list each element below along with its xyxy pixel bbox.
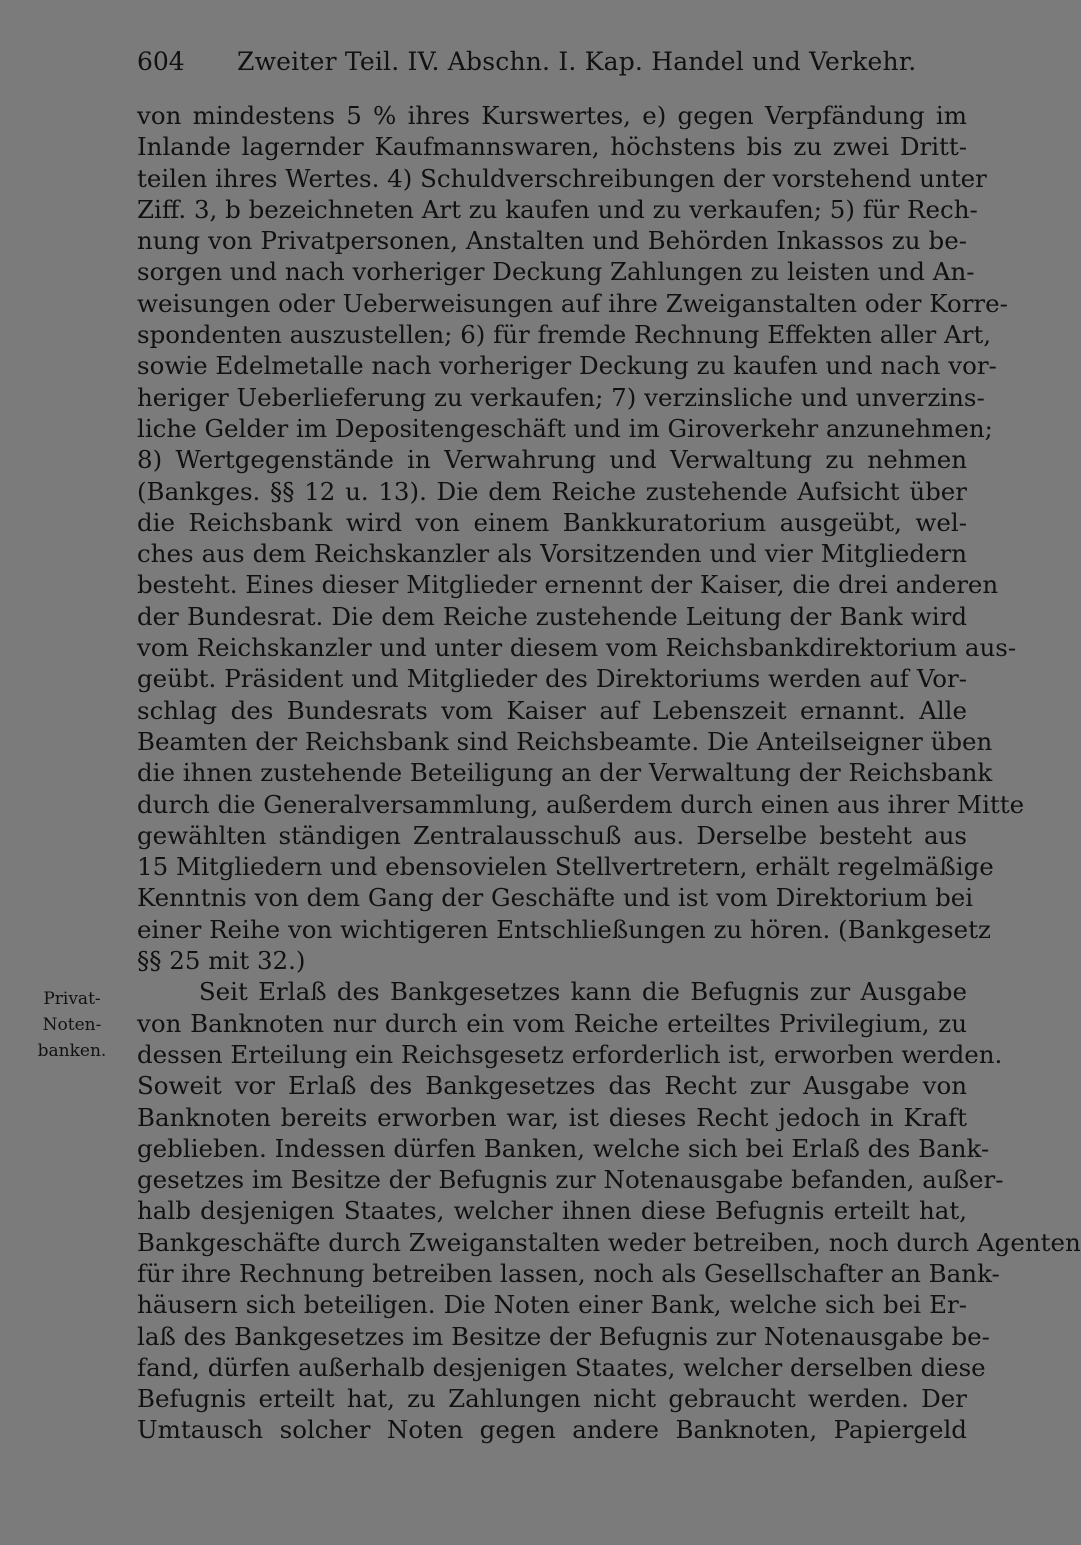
text-line: Beamten der Reichsbank sind Reichsbeamte. Die Anteilseigner üben: [137, 726, 993, 756]
text-line: Seit Erlaß des Bankgesetzes kann die Befugnis zur Ausgabe: [137, 977, 967, 1007]
margin-note-line: Noten-: [42, 1015, 102, 1035]
text-line: ches aus dem Reichskanzler als Vorsitzenden und vier Mitgliedern: [137, 539, 967, 569]
text-line: gesetzes im Besitze der Befugnis zur Notenausgabe befanden, außer-: [137, 1165, 1004, 1195]
text-line: 8) Wertgegenstände in Verwahrung und Verwaltung zu nehmen: [137, 445, 967, 475]
page-header: [137, 42, 967, 82]
text-line: §§ 25 mit 32.): [137, 946, 306, 976]
text-line: heriger Ueberlieferung zu verkaufen; 7) verzinsliche und unverzins-: [137, 382, 985, 412]
text-line: fand, dürfen außerhalb desjenigen Staates, welcher derselben diese: [137, 1352, 986, 1382]
text-line: von Banknoten nur durch ein vom Reiche erteiltes Privilegium, zu: [137, 1008, 967, 1038]
text-line: Soweit vor Erlaß des Bankgesetzes das Recht zur Ausgabe von: [137, 1071, 967, 1101]
text-line: vom Reichskanzler und unter diesem vom Reichsbankdirektorium aus-: [137, 633, 1017, 663]
text-line: geübt. Präsident und Mitglieder des Direktoriums werden auf Vor-: [137, 664, 967, 694]
margin-note-line: banken.: [37, 1041, 107, 1061]
text-line: durch die Generalversammlung, außerdem durch einen aus ihrer Mitte: [137, 789, 1025, 819]
text-line: für ihre Rechnung betreiben lassen, noch als Gesellschafter an Bank-: [137, 1258, 1000, 1288]
text-line: einer Reihe von wichtigeren Entschließungen zu hören. (Bankgesetz: [137, 914, 991, 944]
text-line: sorgen und nach vorheriger Deckung Zahlungen zu leisten und An-: [137, 257, 975, 287]
text-line: halb desjenigen Staates, welcher ihnen diese Befugnis erteilt hat,: [137, 1196, 967, 1226]
text-line: spondenten auszustellen; 6) für fremde Rechnung Effekten aller Art,: [137, 320, 992, 350]
text-line: (Bankges. §§ 12 u. 13). Die dem Reiche zustehende Aufsicht über: [137, 476, 967, 506]
body-text: [137, 100, 1081, 1446]
text-line: weisungen oder Ueberweisungen auf ihre Zweiganstalten oder Korre-: [137, 288, 1008, 318]
text-line: Bankgeschäfte durch Zweiganstalten weder betreiben, noch durch Agenten: [137, 1227, 1081, 1257]
text-line: Ziff. 3, b bezeichneten Art zu kaufen und zu verkaufen; 5) für Rech-: [137, 194, 978, 224]
text-line: der Bundesrat. Die dem Reiche zustehende Leitung der Bank wird: [137, 601, 967, 631]
margin-note-line: Privat-: [43, 989, 101, 1009]
text-line: Befugnis erteilt hat, zu Zahlungen nicht gebraucht werden. Der: [137, 1384, 967, 1414]
text-line: besteht. Eines dieser Mitglieder ernennt der Kaiser, die drei anderen: [137, 570, 999, 600]
text-line: Inlande lagernder Kaufmannswaren, höchstens bis zu zwei Dritt-: [137, 132, 967, 162]
text-line: schlag des Bundesrats vom Kaiser auf Lebenszeit ernannt. Alle: [137, 695, 967, 725]
text-line: liche Gelder im Depositengeschäft und im Giroverkehr anzunehmen;: [137, 413, 993, 443]
text-line: sowie Edelmetalle nach vorheriger Deckung zu kaufen und nach vor-: [137, 351, 997, 381]
text-line: die ihnen zustehende Beteiligung an der Verwaltung der Reichsbank: [137, 758, 993, 788]
running-head: Zweiter Teil. IV. Abschn. I. Kap. Handel und Verkehr.: [237, 47, 917, 76]
text-line: geblieben. Indessen dürfen Banken, welche sich bei Erlaß des Bank-: [137, 1133, 990, 1163]
text-line: Kenntnis von dem Gang der Geschäfte und ist vom Direktorium bei: [137, 883, 974, 913]
text-line: von mindestens 5 % ihres Kurswertes, e) gegen Verpfändung im: [137, 101, 967, 130]
text-line: die Reichsbank wird von einem Bankkuratorium ausgeübt, wel-: [137, 507, 967, 537]
text-line: nung von Privatpersonen, Anstalten und Behörden Inkassos zu be-: [137, 226, 967, 256]
text-line: dessen Erteilung ein Reichsgesetz erforderlich ist, erworben werden.: [137, 1039, 1003, 1069]
page-number: 604: [137, 47, 185, 76]
text-line: laß des Bankgesetzes im Besitze der Befugnis zur Notenausgabe be-: [137, 1321, 990, 1351]
margin-note: [32, 986, 112, 1064]
text-line: Umtausch solcher Noten gegen andere Banknoten, Papiergeld: [137, 1415, 967, 1445]
text-line: häusern sich beteiligen. Die Noten einer Bank, welche sich bei Er-: [137, 1290, 967, 1320]
text-line: Banknoten bereits erworben war, ist dieses Recht jedoch in Kraft: [137, 1102, 967, 1132]
text-line: 15 Mitgliedern und ebensovielen Stellvertretern, erhält regelmäßige: [137, 852, 994, 882]
text-line: gewählten ständigen Zentralausschuß aus. Derselbe besteht aus: [137, 820, 967, 850]
text-line: teilen ihres Wertes. 4) Schuldverschreibungen der vorstehend unter: [137, 163, 987, 193]
